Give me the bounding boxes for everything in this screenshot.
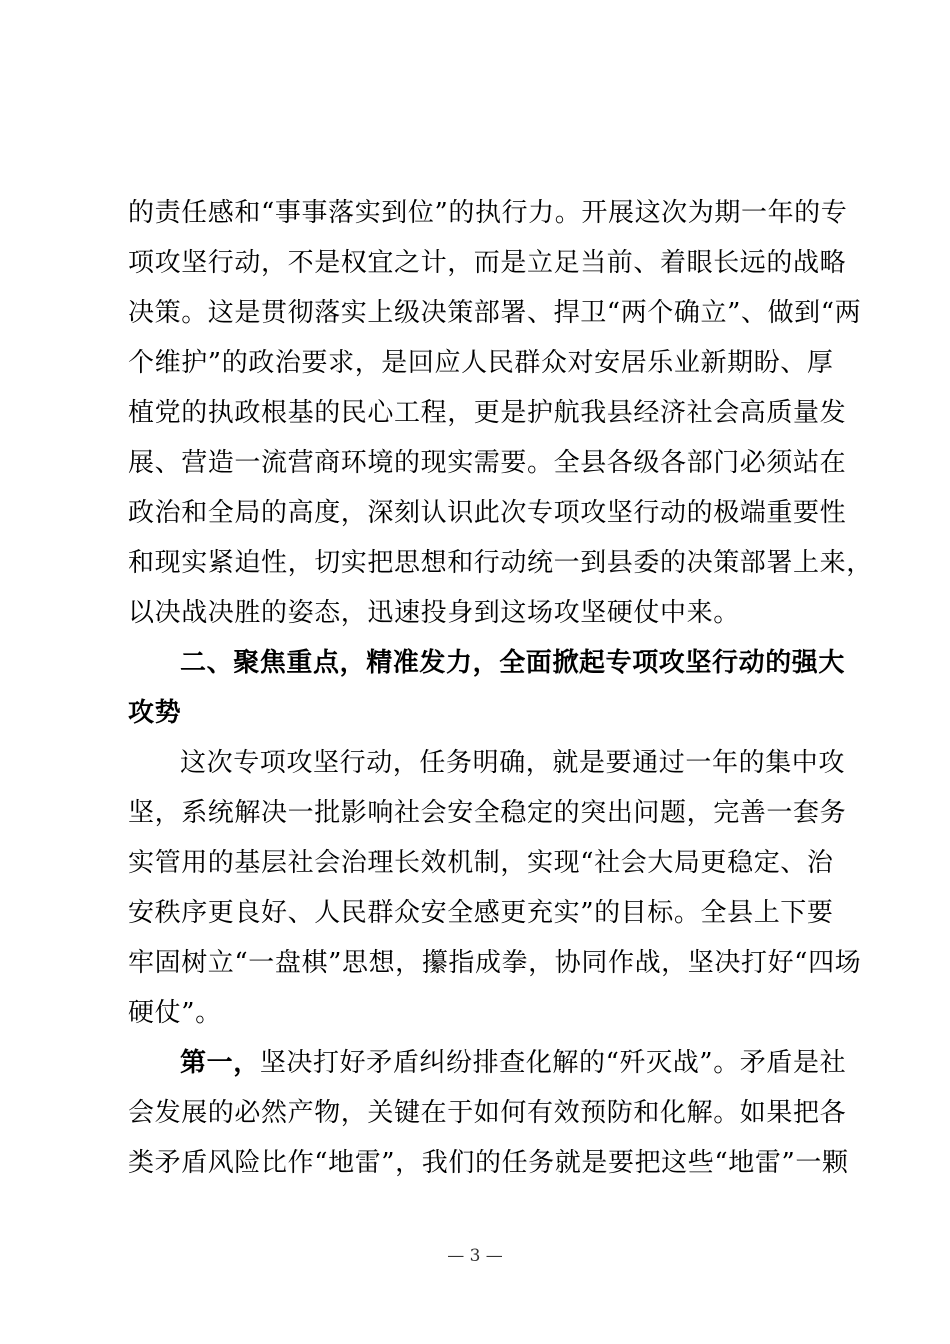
- paragraph-line: 安秩序更良好、人民群众安全感更充实”的目标。全县上下要: [128, 898, 834, 928]
- paragraph-line: 决策。这是贯彻落实上级决策部署、捍卫“两个确立”、做到“两: [128, 298, 862, 328]
- paragraph-line: 硬仗”。: [128, 998, 222, 1028]
- paragraph-text: 坚决打好矛盾纠纷排查化解的“歼灭战”。矛盾是社: [259, 1048, 847, 1078]
- section-heading: 二、聚焦重点，精准发力，全面掀起专项攻坚行动的强大: [180, 648, 846, 678]
- paragraph-line: 个维护”的政治要求，是回应人民群众对安居乐业新期盼、厚: [128, 348, 834, 378]
- page-number: — 3 —: [447, 1246, 503, 1266]
- paragraph-line: 政治和全局的高度，深刻认识此次专项攻坚行动的极端重要性: [128, 498, 847, 528]
- paragraph-line: [180, 1038, 847, 1088]
- paragraph-lead: 第一，: [180, 1048, 260, 1078]
- paragraph-line: 类矛盾风险比作“地雷”，我们的任务就是要把这些“地雷”一颗: [128, 1148, 849, 1178]
- paragraph-line: 这次专项攻坚行动，任务明确，就是要通过一年的集中攻: [180, 748, 846, 778]
- paragraph-line: 的责任感和“事事落实到位”的执行力。开展这次为期一年的专: [128, 198, 848, 228]
- paragraph-line: 牢固树立“一盘棋”思想，攥指成拳，协同作战，坚决打好“四场: [128, 948, 862, 978]
- paragraph-line: 项攻坚行动，不是权宜之计，而是立足当前、着眼长远的战略: [128, 248, 847, 278]
- paragraph-line: 和现实紧迫性，切实把思想和行动统一到县委的决策部署上来，: [128, 548, 873, 578]
- paragraph-line: 会发展的必然产物，关键在于如何有效预防和化解。如果把各: [128, 1098, 847, 1128]
- paragraph-line: 以决战决胜的姿态，迅速投身到这场攻坚硬仗中来。: [128, 598, 740, 628]
- paragraph-line: 坚，系统解决一批影响社会安全稳定的突出问题，完善一套务: [128, 798, 847, 828]
- section-heading: 攻势: [128, 698, 182, 728]
- paragraph-line: 实管用的基层社会治理长效机制，实现“社会大局更稳定、治: [128, 848, 834, 878]
- paragraph-line: 展、营造一流营商环境的现实需要。全县各级各部门必须站在: [128, 448, 847, 478]
- paragraph-line: 植党的执政根基的民心工程，更是护航我县经济社会高质量发: [128, 398, 847, 428]
